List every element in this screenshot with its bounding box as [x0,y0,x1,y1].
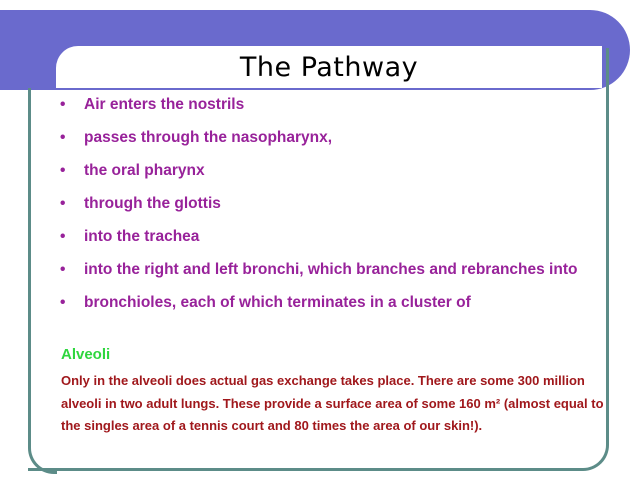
bullet-list [60,96,600,327]
bullet-item [60,96,600,114]
slide-frame-left [28,88,57,474]
bullet-text: the oral pharynx [84,162,205,179]
bullet-dot: • [60,96,66,113]
alveoli-paragraph: Only in the alveoli does actual gas exchange takes place. There are some 300 million alveoli in two adult lungs. These provide a surface area of some 160 m² (almost equal to the singles area of a tennis court and 80 times the area of our skin!). [61,373,604,433]
bullet-item [60,129,600,147]
bullet-dot: • [60,162,66,179]
bullet-item [60,294,600,312]
slide-title: The Pathway [239,52,419,83]
bullet-dot: • [60,294,66,311]
bullet-item [60,195,600,213]
bullet-text: into the right and left bronchi, which branches and rebranches into [84,261,578,278]
bullet-dot: • [60,261,66,278]
bullet-text: passes through the nasopharynx, [84,129,333,146]
bullet-text: Air enters the nostrils [84,96,245,113]
bullet-item [60,162,600,180]
bullet-item [60,261,600,279]
bullet-item [60,228,600,246]
bullet-dot: • [60,129,66,146]
bullet-text: into the trachea [84,228,200,245]
bullet-dot: • [60,195,66,212]
bullet-text: bronchioles, each of which terminates in a cluster of [84,294,471,311]
bullet-dot: • [60,228,66,245]
bullet-text: through the glottis [84,195,221,212]
alveoli-heading: Alveoli [61,346,111,363]
